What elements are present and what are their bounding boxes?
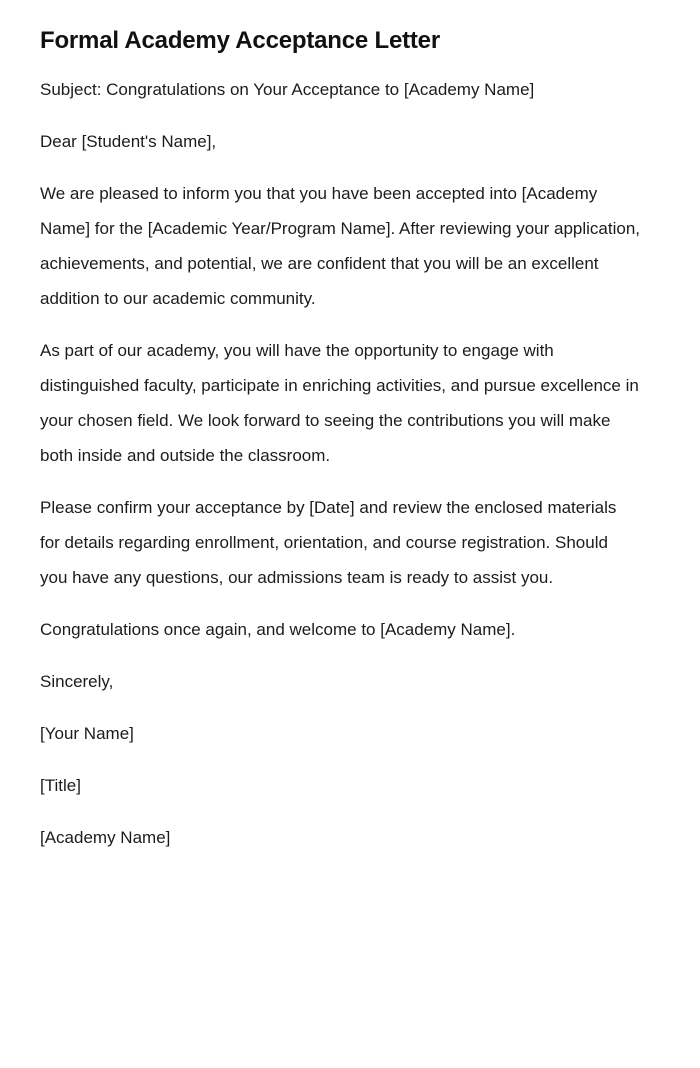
salutation: Dear [Student's Name], [40,132,217,151]
page-title: Formal Academy Acceptance Letter [40,27,440,54]
signature-organization: [Academy Name] [40,828,171,847]
signature-title: [Title] [40,776,81,795]
body-paragraph-1: We are pleased to inform you that you have been accepted into [Academy Name] for the [Academic Year/Program Name]. After reviewing your application, achievements, and potential, we are confident that you will be an excellent addition to our academic community. [40,184,641,308]
closing-congratulations: Congratulations once again, and welcome to [Academy Name]. [40,620,516,639]
body-paragraph-3: Please confirm your acceptance by [Date] and review the enclosed materials for details regarding enrollment, orientation, and course registration. Should you have any questions, our admissions team is ready to assist you. [40,498,617,587]
sign-off: Sincerely, [40,672,114,691]
subject-line: Subject: Congratulations on Your Acceptance to [Academy Name] [40,80,535,99]
signature-name: [Your Name] [40,724,134,743]
body-paragraph-2: As part of our academy, you will have the opportunity to engage with distinguished faculty, participate in enriching activities, and pursue excellence in your chosen field. We look forward to seeing the contributions you will make both inside and outside the classroom. [40,341,639,465]
